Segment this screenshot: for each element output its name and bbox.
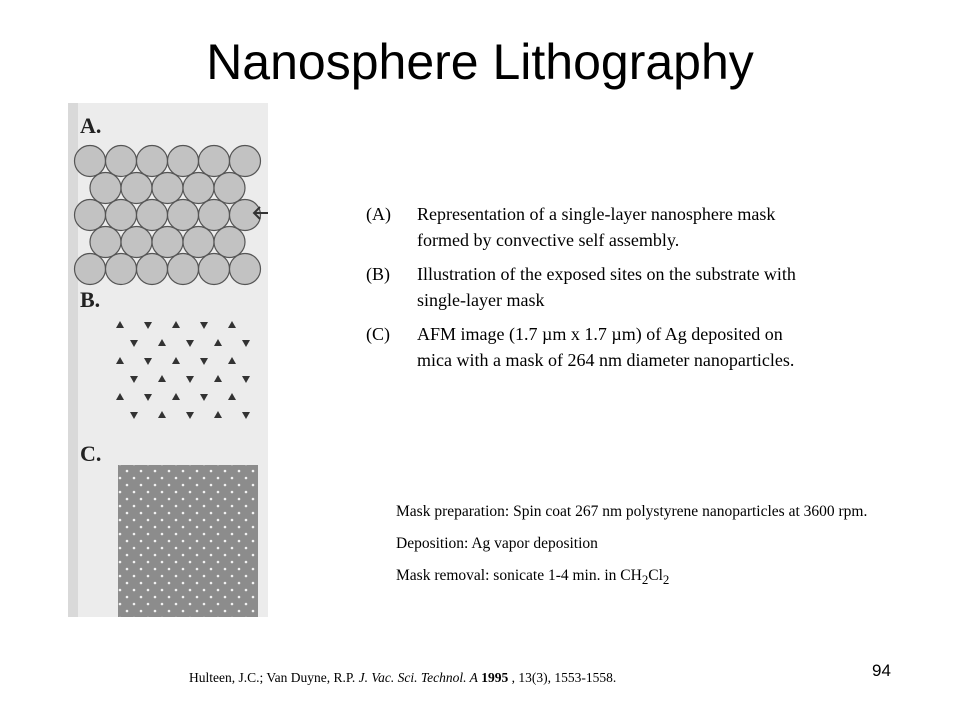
panel-label-b: B. bbox=[80, 287, 101, 312]
nanosphere bbox=[168, 200, 199, 231]
nanosphere bbox=[183, 227, 214, 258]
citation-authors: Hulteen, J.C.; Van Duyne, R.P. bbox=[189, 670, 359, 685]
caption-a-text: Representation of a single-layer nanosphere mask formed by convective self assembly. bbox=[417, 204, 776, 250]
caption-b bbox=[366, 261, 806, 313]
panel-label-c: C. bbox=[80, 441, 102, 466]
process-details bbox=[396, 500, 896, 600]
citation-journal: J. Vac. Sci. Technol. A bbox=[358, 670, 478, 685]
nanosphere bbox=[230, 254, 261, 285]
caption-a bbox=[366, 201, 806, 253]
mask-removal-text: Mask removal: sonicate 1-4 min. in $CH_2Cl_2$ bbox=[396, 567, 670, 588]
nanosphere bbox=[199, 254, 230, 285]
nanosphere bbox=[214, 173, 245, 204]
nanosphere bbox=[75, 146, 106, 177]
nanosphere bbox=[137, 146, 168, 177]
nanosphere bbox=[137, 254, 168, 285]
nanosphere bbox=[137, 200, 168, 231]
nanosphere bbox=[106, 146, 137, 177]
mask-preparation-text: Mask preparation: Spin coat 267 nm polystyrene nanoparticles at 3600 rpm. bbox=[396, 503, 868, 520]
nanosphere bbox=[75, 200, 106, 231]
citation bbox=[189, 668, 616, 688]
nanosphere bbox=[183, 173, 214, 204]
nanosphere bbox=[214, 227, 245, 258]
nanosphere bbox=[168, 146, 199, 177]
nanosphere bbox=[106, 254, 137, 285]
caption-c bbox=[366, 321, 806, 373]
citation-details: , 13(3), 1553-1558. bbox=[511, 670, 617, 685]
nanosphere bbox=[106, 200, 137, 231]
caption-list bbox=[366, 201, 806, 381]
caption-c-text: AFM image (1.7 µm x 1.7 µm) of Ag deposited on mica with a mask of 264 nm diameter nanoparticles. bbox=[417, 324, 795, 370]
nanosphere bbox=[199, 200, 230, 231]
caption-a-label: (A) bbox=[366, 204, 391, 224]
slide-title: Nanosphere Lithography bbox=[206, 34, 754, 90]
nanosphere bbox=[90, 227, 121, 258]
afm-image bbox=[118, 465, 258, 617]
nanosphere bbox=[152, 227, 183, 258]
nanosphere bbox=[230, 146, 261, 177]
page-number: 94 bbox=[872, 661, 891, 680]
nanosphere bbox=[152, 173, 183, 204]
caption-b-text: Illustration of the exposed sites on the substrate with single-layer mask bbox=[417, 264, 796, 310]
caption-b-label: (B) bbox=[366, 264, 390, 284]
nanosphere bbox=[121, 227, 152, 258]
deposition-text: Deposition: Ag vapor deposition bbox=[396, 535, 598, 552]
nanosphere-figure bbox=[68, 103, 268, 617]
nanosphere bbox=[121, 173, 152, 204]
caption-c-label: (C) bbox=[366, 324, 390, 344]
nanosphere bbox=[75, 254, 106, 285]
nanosphere bbox=[199, 146, 230, 177]
nanosphere bbox=[168, 254, 199, 285]
nanosphere bbox=[90, 173, 121, 204]
panel-label-a: A. bbox=[80, 113, 102, 138]
citation-year: 1995 bbox=[481, 670, 509, 685]
